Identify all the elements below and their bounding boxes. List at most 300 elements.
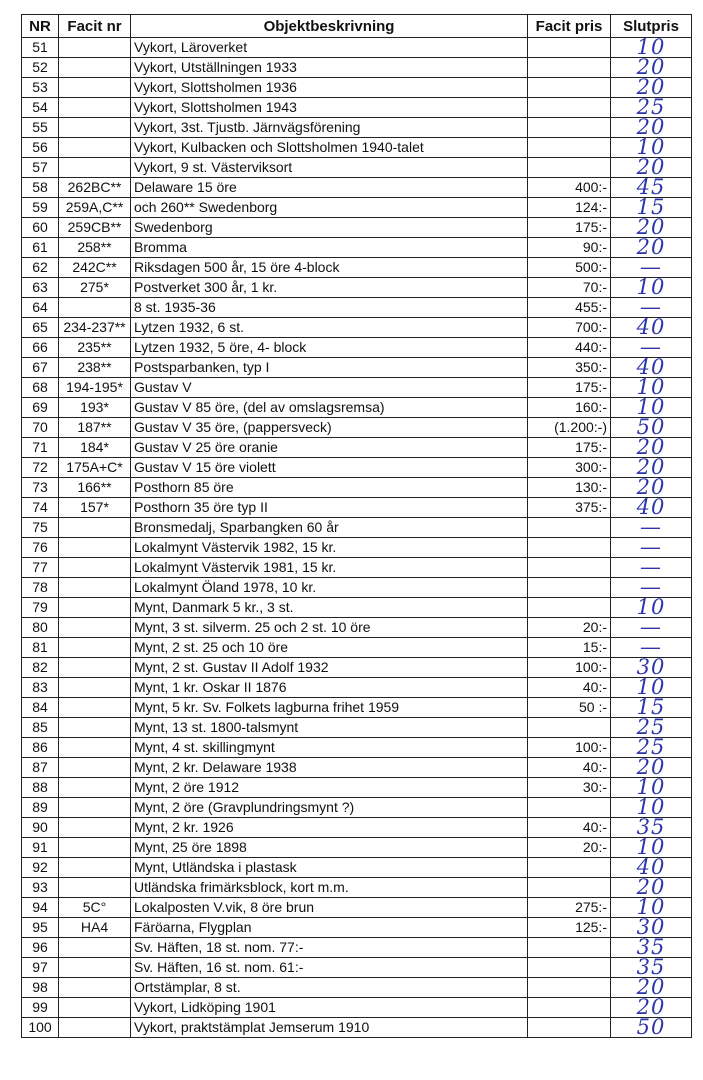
row-facit-nr — [59, 98, 131, 118]
row-final-price: 20 — [611, 238, 692, 258]
row-facit-price — [528, 798, 611, 818]
row-facit-nr — [59, 538, 131, 558]
row-facit-price: 175:- — [528, 378, 611, 398]
row-facit-price — [528, 78, 611, 98]
table-row — [22, 378, 692, 398]
row-facit-price — [528, 958, 611, 978]
row-facit-nr: 166** — [59, 478, 131, 498]
row-facit-price: 130:- — [528, 478, 611, 498]
table-row — [22, 338, 692, 358]
table-row — [22, 278, 692, 298]
row-facit-price — [528, 878, 611, 898]
table-row — [22, 458, 692, 478]
row-facit-nr: 157* — [59, 498, 131, 518]
row-facit-price: 50 :- — [528, 698, 611, 718]
row-final-price: 20 — [611, 118, 692, 138]
table-row — [22, 178, 692, 198]
row-facit-nr — [59, 958, 131, 978]
row-description: 8 st. 1935-36 — [131, 298, 528, 318]
row-description: Utländska frimärksblock, kort m.m. — [131, 878, 528, 898]
row-description: Mynt, 3 st. silverm. 25 och 2 st. 10 öre — [131, 618, 528, 638]
row-nr: 53 — [22, 78, 59, 98]
table-row — [22, 538, 692, 558]
row-facit-price — [528, 518, 611, 538]
row-description: Ortstämplar, 8 st. — [131, 978, 528, 998]
row-facit-nr: 5C° — [59, 898, 131, 918]
row-facit-nr — [59, 878, 131, 898]
row-final-price: 10 — [611, 138, 692, 158]
row-nr: 88 — [22, 778, 59, 798]
row-nr: 76 — [22, 538, 59, 558]
table-row — [22, 578, 692, 598]
row-final-price: 10 — [611, 678, 692, 698]
row-final-price: — — [611, 298, 692, 318]
row-facit-price — [528, 998, 611, 1018]
row-nr: 74 — [22, 498, 59, 518]
table-row — [22, 838, 692, 858]
row-final-price: 50 — [611, 1018, 692, 1038]
row-facit-price: 100:- — [528, 738, 611, 758]
row-final-price: — — [611, 258, 692, 278]
row-facit-nr: 234-237** — [59, 318, 131, 338]
row-nr: 86 — [22, 738, 59, 758]
row-description: Vykort, Kulbacken och Slottsholmen 1940-talet — [131, 138, 528, 158]
row-nr: 85 — [22, 718, 59, 738]
table-row — [22, 118, 692, 138]
row-facit-nr: HA4 — [59, 918, 131, 938]
row-facit-nr — [59, 1018, 131, 1038]
row-nr: 79 — [22, 598, 59, 618]
table-row — [22, 758, 692, 778]
table-row — [22, 98, 692, 118]
row-facit-price: 90:- — [528, 238, 611, 258]
row-final-price: 45 — [611, 178, 692, 198]
row-description: Mynt, Danmark 5 kr., 3 st. — [131, 598, 528, 618]
row-description: Lytzen 1932, 5 öre, 4- block — [131, 338, 528, 358]
row-description: Gustav V 35 öre, (pappersveck) — [131, 418, 528, 438]
table-row — [22, 38, 692, 58]
row-description: Vykort, Slottsholmen 1943 — [131, 98, 528, 118]
row-nr: 90 — [22, 818, 59, 838]
row-facit-nr — [59, 618, 131, 638]
row-facit-price — [528, 138, 611, 158]
row-final-price: 30 — [611, 658, 692, 678]
row-facit-price: 40:- — [528, 818, 611, 838]
table-row — [22, 358, 692, 378]
row-facit-price: 700:- — [528, 318, 611, 338]
row-description: Lokalposten V.vik, 8 öre brun — [131, 898, 528, 918]
table-row — [22, 678, 692, 698]
row-final-price: 10 — [611, 898, 692, 918]
table-row — [22, 878, 692, 898]
table-row — [22, 138, 692, 158]
header-nr: NR — [22, 15, 59, 38]
header-row — [22, 15, 692, 38]
row-nr: 57 — [22, 158, 59, 178]
row-nr: 73 — [22, 478, 59, 498]
row-description: Posthorn 85 öre — [131, 478, 528, 498]
row-nr: 70 — [22, 418, 59, 438]
row-facit-nr — [59, 858, 131, 878]
row-nr: 77 — [22, 558, 59, 578]
row-final-price: 25 — [611, 98, 692, 118]
row-description: Mynt, 4 st. skillingmynt — [131, 738, 528, 758]
row-facit-price: 30:- — [528, 778, 611, 798]
row-description: Sv. Häften, 18 st. nom. 77:- — [131, 938, 528, 958]
row-facit-price: 20:- — [528, 838, 611, 858]
row-facit-price: 160:- — [528, 398, 611, 418]
row-description: Swedenborg — [131, 218, 528, 238]
table-row — [22, 238, 692, 258]
row-final-price: — — [611, 518, 692, 538]
table-row — [22, 898, 692, 918]
row-description: Mynt, 2 st. Gustav II Adolf 1932 — [131, 658, 528, 678]
row-nr: 58 — [22, 178, 59, 198]
row-nr: 93 — [22, 878, 59, 898]
row-nr: 92 — [22, 858, 59, 878]
row-description: Lytzen 1932, 6 st. — [131, 318, 528, 338]
table-row — [22, 958, 692, 978]
row-description: Lokalmynt Öland 1978, 10 kr. — [131, 578, 528, 598]
row-nr: 65 — [22, 318, 59, 338]
row-description: Vykort, Utställningen 1933 — [131, 58, 528, 78]
row-description: Mynt, 13 st. 1800-talsmynt — [131, 718, 528, 738]
row-final-price: 10 — [611, 798, 692, 818]
row-final-price: 35 — [611, 938, 692, 958]
table-header — [22, 15, 692, 38]
row-facit-price: 70:- — [528, 278, 611, 298]
row-facit-nr: 242C** — [59, 258, 131, 278]
row-description: Gustav V — [131, 378, 528, 398]
row-nr: 67 — [22, 358, 59, 378]
row-facit-price: 440:- — [528, 338, 611, 358]
row-facit-price — [528, 1018, 611, 1038]
row-final-price: 35 — [611, 818, 692, 838]
row-nr: 72 — [22, 458, 59, 478]
row-facit-price — [528, 858, 611, 878]
row-facit-price — [528, 598, 611, 618]
auction-results-table — [21, 14, 692, 1038]
row-facit-nr — [59, 758, 131, 778]
table-row — [22, 318, 692, 338]
row-facit-price — [528, 718, 611, 738]
header-description: Objektbeskrivning — [131, 15, 528, 38]
row-description: Mynt, 2 öre 1912 — [131, 778, 528, 798]
row-final-price: 10 — [611, 838, 692, 858]
row-description: Sv. Häften, 16 st. nom. 61:- — [131, 958, 528, 978]
row-description: Bromma — [131, 238, 528, 258]
row-description: Postverket 300 år, 1 kr. — [131, 278, 528, 298]
row-final-price: 20 — [611, 878, 692, 898]
row-description: Mynt, 2 st. 25 och 10 öre — [131, 638, 528, 658]
row-description: Mynt, 2 öre (Gravplundringsmynt ?) — [131, 798, 528, 818]
row-final-price: 20 — [611, 438, 692, 458]
row-facit-nr: 275* — [59, 278, 131, 298]
row-facit-nr: 184* — [59, 438, 131, 458]
row-final-price: 20 — [611, 978, 692, 998]
row-description: Delaware 15 öre — [131, 178, 528, 198]
row-final-price: 40 — [611, 858, 692, 878]
table-row — [22, 298, 692, 318]
header-facit-nr: Facit nr — [59, 15, 131, 38]
row-description: Vykort, praktstämplat Jemserum 1910 — [131, 1018, 528, 1038]
row-facit-price — [528, 38, 611, 58]
row-description: Mynt, 2 kr. Delaware 1938 — [131, 758, 528, 778]
row-facit-nr — [59, 578, 131, 598]
row-facit-price — [528, 58, 611, 78]
table-row — [22, 718, 692, 738]
table-row — [22, 918, 692, 938]
row-facit-nr: 175A+C* — [59, 458, 131, 478]
row-nr: 61 — [22, 238, 59, 258]
table-row — [22, 658, 692, 678]
row-nr: 99 — [22, 998, 59, 1018]
row-description: Vykort, Slottsholmen 1936 — [131, 78, 528, 98]
row-nr: 89 — [22, 798, 59, 818]
row-facit-price — [528, 938, 611, 958]
row-facit-nr: 238** — [59, 358, 131, 378]
row-nr: 55 — [22, 118, 59, 138]
row-description: Mynt, 25 öre 1898 — [131, 838, 528, 858]
row-facit-nr — [59, 298, 131, 318]
row-facit-price: 275:- — [528, 898, 611, 918]
row-description: Mynt, 1 kr. Oskar II 1876 — [131, 678, 528, 698]
row-facit-nr — [59, 58, 131, 78]
row-facit-price: 15:- — [528, 638, 611, 658]
row-nr: 82 — [22, 658, 59, 678]
row-description: Riksdagen 500 år, 15 öre 4-block — [131, 258, 528, 278]
row-facit-price — [528, 558, 611, 578]
row-facit-price: 125:- — [528, 918, 611, 938]
row-facit-nr — [59, 638, 131, 658]
row-final-price: — — [611, 558, 692, 578]
table-row — [22, 58, 692, 78]
header-final-price: Slutpris — [611, 15, 692, 38]
row-nr: 78 — [22, 578, 59, 598]
row-description: Mynt, 5 kr. Sv. Folkets lagburna frihet 1959 — [131, 698, 528, 718]
row-description: Bronsmedalj, Sparbangken 60 år — [131, 518, 528, 538]
row-description: Lokalmynt Västervik 1982, 15 kr. — [131, 538, 528, 558]
table-row — [22, 418, 692, 438]
row-facit-nr — [59, 698, 131, 718]
row-facit-nr — [59, 938, 131, 958]
row-facit-nr — [59, 838, 131, 858]
row-facit-price: 124:- — [528, 198, 611, 218]
row-nr: 52 — [22, 58, 59, 78]
row-facit-price — [528, 578, 611, 598]
row-facit-nr — [59, 678, 131, 698]
row-final-price: 40 — [611, 358, 692, 378]
row-facit-price: 40:- — [528, 678, 611, 698]
row-facit-nr — [59, 518, 131, 538]
row-nr: 60 — [22, 218, 59, 238]
row-facit-nr — [59, 78, 131, 98]
table-row — [22, 698, 692, 718]
row-final-price: — — [611, 578, 692, 598]
row-nr: 100 — [22, 1018, 59, 1038]
row-final-price: 20 — [611, 58, 692, 78]
row-nr: 69 — [22, 398, 59, 418]
row-description: Vykort, 3st. Tjustb. Järnvägsförening — [131, 118, 528, 138]
row-description: Postsparbanken, typ I — [131, 358, 528, 378]
row-final-price: 25 — [611, 718, 692, 738]
row-description: och 260** Swedenborg — [131, 198, 528, 218]
row-description: Mynt, Utländska i plastask — [131, 858, 528, 878]
row-final-price: 30 — [611, 918, 692, 938]
table-row — [22, 998, 692, 1018]
table-row — [22, 638, 692, 658]
table-row — [22, 478, 692, 498]
table-row — [22, 738, 692, 758]
row-nr: 97 — [22, 958, 59, 978]
row-description: Färöarna, Flygplan — [131, 918, 528, 938]
row-nr: 84 — [22, 698, 59, 718]
row-description: Gustav V 25 öre oranie — [131, 438, 528, 458]
row-description: Posthorn 35 öre typ II — [131, 498, 528, 518]
table-row — [22, 438, 692, 458]
row-final-price: 20 — [611, 158, 692, 178]
row-nr: 66 — [22, 338, 59, 358]
row-facit-nr: 235** — [59, 338, 131, 358]
table-row — [22, 818, 692, 838]
table-row — [22, 258, 692, 278]
table-row — [22, 498, 692, 518]
row-nr: 87 — [22, 758, 59, 778]
row-facit-price: 500:- — [528, 258, 611, 278]
table-row — [22, 518, 692, 538]
row-nr: 56 — [22, 138, 59, 158]
row-final-price: 10 — [611, 38, 692, 58]
row-facit-nr: 259CB** — [59, 218, 131, 238]
row-facit-nr — [59, 738, 131, 758]
row-facit-price: 20:- — [528, 618, 611, 638]
row-final-price: 15 — [611, 198, 692, 218]
table-body — [22, 38, 692, 1038]
row-facit-nr: 194-195* — [59, 378, 131, 398]
row-nr: 62 — [22, 258, 59, 278]
row-facit-nr — [59, 658, 131, 678]
table-row — [22, 858, 692, 878]
row-facit-price: 455:- — [528, 298, 611, 318]
table-row — [22, 778, 692, 798]
row-final-price: 20 — [611, 218, 692, 238]
row-nr: 63 — [22, 278, 59, 298]
row-facit-nr — [59, 778, 131, 798]
row-description: Lokalmynt Västervik 1981, 15 kr. — [131, 558, 528, 578]
table-row — [22, 78, 692, 98]
row-facit-price: 40:- — [528, 758, 611, 778]
row-final-price: — — [611, 618, 692, 638]
row-facit-nr: 262BC** — [59, 178, 131, 198]
row-description: Vykort, Läroverket — [131, 38, 528, 58]
row-final-price: 10 — [611, 778, 692, 798]
row-nr: 95 — [22, 918, 59, 938]
row-facit-price: 375:- — [528, 498, 611, 518]
table-row — [22, 1018, 692, 1038]
row-description: Gustav V 85 öre, (del av omslagsremsa) — [131, 398, 528, 418]
row-final-price: — — [611, 538, 692, 558]
row-final-price: 35 — [611, 958, 692, 978]
row-facit-nr — [59, 158, 131, 178]
row-final-price: — — [611, 638, 692, 658]
row-description: Mynt, 2 kr. 1926 — [131, 818, 528, 838]
row-final-price: 20 — [611, 758, 692, 778]
row-facit-nr — [59, 978, 131, 998]
table-row — [22, 558, 692, 578]
row-facit-nr — [59, 818, 131, 838]
row-description: Vykort, Lidköping 1901 — [131, 998, 528, 1018]
table-row — [22, 218, 692, 238]
row-nr: 83 — [22, 678, 59, 698]
row-final-price: 40 — [611, 498, 692, 518]
row-facit-nr — [59, 558, 131, 578]
row-facit-price: 350:- — [528, 358, 611, 378]
row-nr: 71 — [22, 438, 59, 458]
row-final-price: 10 — [611, 598, 692, 618]
row-nr: 98 — [22, 978, 59, 998]
row-final-price: 15 — [611, 698, 692, 718]
row-facit-nr: 258** — [59, 238, 131, 258]
row-facit-nr — [59, 138, 131, 158]
table-row — [22, 978, 692, 998]
table-row — [22, 198, 692, 218]
table-row — [22, 398, 692, 418]
row-nr: 96 — [22, 938, 59, 958]
row-facit-nr: 187** — [59, 418, 131, 438]
row-final-price: 10 — [611, 378, 692, 398]
row-final-price: 10 — [611, 398, 692, 418]
row-facit-price: 175:- — [528, 438, 611, 458]
row-facit-nr — [59, 798, 131, 818]
row-facit-nr: 259A,C** — [59, 198, 131, 218]
row-nr: 51 — [22, 38, 59, 58]
header-facit-price: Facit pris — [528, 15, 611, 38]
row-nr: 68 — [22, 378, 59, 398]
row-facit-nr: 193* — [59, 398, 131, 418]
table-row — [22, 798, 692, 818]
row-description: Vykort, 9 st. Västerviksort — [131, 158, 528, 178]
table-row — [22, 598, 692, 618]
row-nr: 94 — [22, 898, 59, 918]
row-final-price: 25 — [611, 738, 692, 758]
row-final-price: 20 — [611, 78, 692, 98]
row-facit-price: 400:- — [528, 178, 611, 198]
row-facit-price: 300:- — [528, 458, 611, 478]
row-facit-price: (1.200:-) — [528, 418, 611, 438]
row-final-price: 20 — [611, 998, 692, 1018]
row-final-price: 40 — [611, 318, 692, 338]
row-facit-nr — [59, 598, 131, 618]
row-facit-nr — [59, 38, 131, 58]
table-row — [22, 618, 692, 638]
row-final-price: 20 — [611, 458, 692, 478]
row-nr: 91 — [22, 838, 59, 858]
row-nr: 75 — [22, 518, 59, 538]
row-nr: 64 — [22, 298, 59, 318]
table-row — [22, 938, 692, 958]
row-facit-price: 175:- — [528, 218, 611, 238]
row-final-price: 20 — [611, 478, 692, 498]
row-facit-price — [528, 98, 611, 118]
row-nr: 54 — [22, 98, 59, 118]
row-final-price: — — [611, 338, 692, 358]
row-facit-nr — [59, 718, 131, 738]
row-facit-price — [528, 538, 611, 558]
row-facit-price — [528, 118, 611, 138]
row-final-price: 10 — [611, 278, 692, 298]
row-facit-nr — [59, 998, 131, 1018]
row-final-price: 50 — [611, 418, 692, 438]
